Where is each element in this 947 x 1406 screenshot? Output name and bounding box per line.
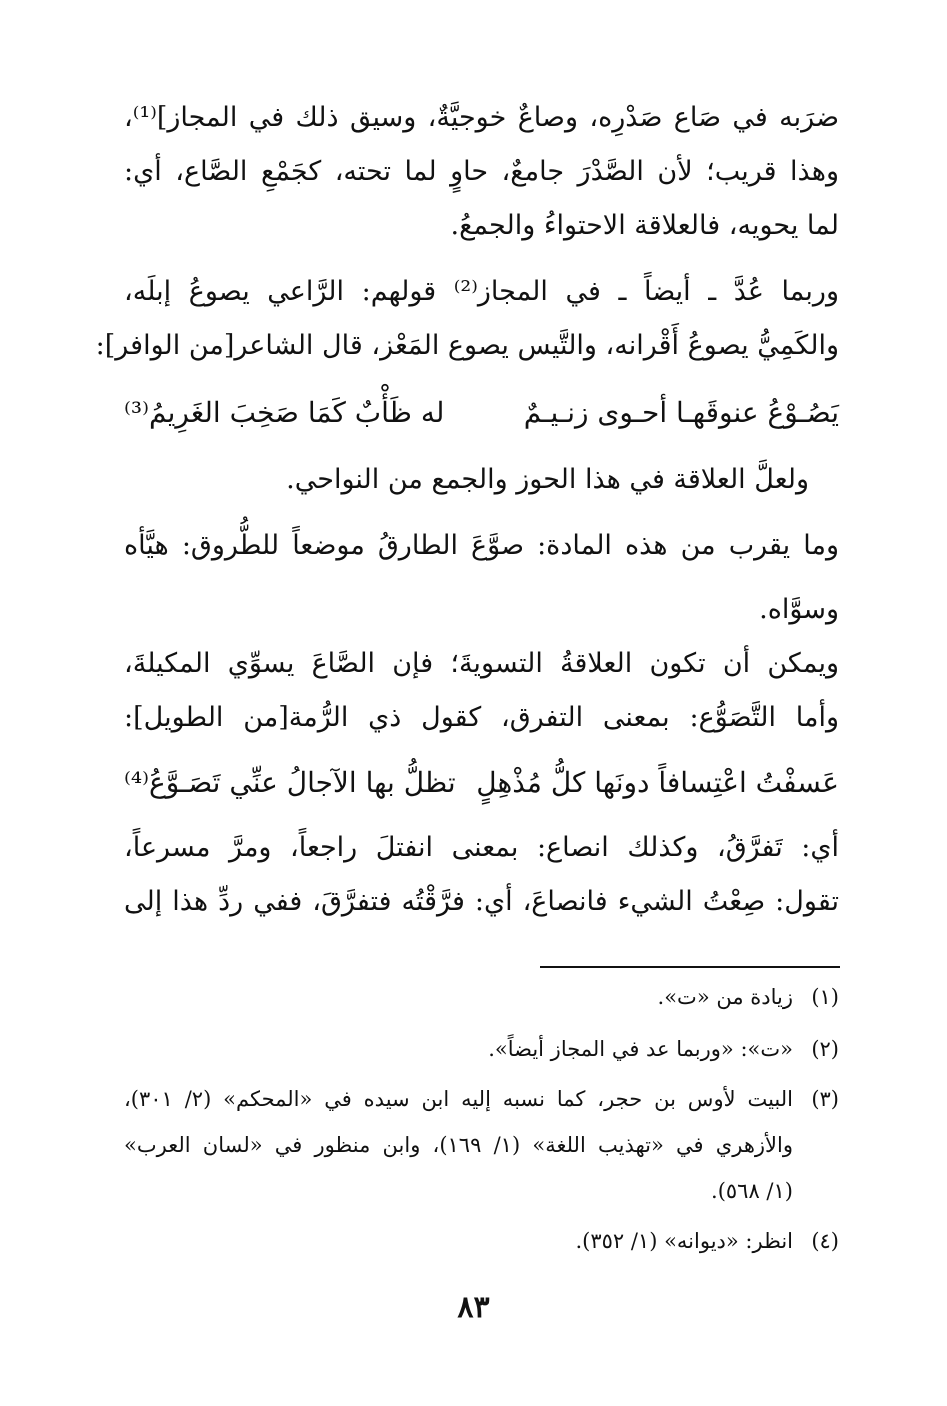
text-line: وأما التَّصَوُّع: بمعنى التفرق، كقول ذي الرُّمة[من الطويل]: (124, 702, 839, 733)
footnote-text: «ت»: «وربما عد في المجاز أيضاً». (488, 1037, 793, 1061)
verse-first-hemistich: يَصُـوْعُ عنوقَهـا أحـوى زنـيـمٌ (523, 396, 839, 429)
text-line: أي: تَفرَّقُ، وكذلك انصاع: بمعنى انفتلَ راجعاً، ومرَّ مسرعاً، (124, 832, 839, 863)
footnote-text: البيت لأوس بن حجر، كما نسبه إليه ابن سيده في «المحكم» (٢/ ٣٠١)، (124, 1087, 793, 1111)
footnote-number: (١) (811, 985, 839, 1009)
footnote-text: (١/ ٥٦٨). (711, 1179, 793, 1203)
footnote-text: والأزهري في «تهذيب اللغة» (١/ ١٦٩)، وابن منظور في «لسان العرب» (124, 1133, 793, 1157)
text-line: لما يحويه، فالعلاقة الاحتواءُ والجمعُ. (450, 210, 839, 241)
footnote-number: (٣) (811, 1087, 839, 1111)
footnote-number: (٢) (811, 1037, 839, 1061)
verse-second-hemistich: له ظَأْبٌ كَمَا صَخِبَ الغَرِيمُ⁽³⁾ (124, 396, 445, 429)
verse-first-hemistich: عَسفْتُ اعْتِسافاً دونَها كلُّ مُذْهِلٍ (476, 766, 839, 799)
footnote-text: زيادة من «ت». (657, 985, 793, 1009)
text-line: وهذا قريب؛ لأن الصَّدْرَ جامعٌ، حاوٍ لما تحته، كجَمْعِ الصَّاع، أي: (124, 156, 839, 187)
text-line: ويمكن أن تكون العلاقةُ التسويةَ؛ فإن الصَّاعَ يسوِّي المكيلةَ، (124, 648, 839, 679)
text-line: وما يقرب من هذه المادة: صوَّعَ الطارقُ موضعاً للطُّروق: هيَّأه (124, 530, 840, 561)
verse-second-hemistich: تظلُّ بها الآجالُ عنِّي تَصَـوَّعُ⁽⁴⁾ (124, 766, 456, 799)
text-line: وربما عُدَّ ـ أيضاً ـ في المجاز⁽²⁾ قولهم: الرَّاعي يصوعُ إبلَه، (124, 276, 839, 307)
text-line: والكَمِيُّ يصوعُ أَقْرانه، والتَّيس يصوع المَعْز، قال الشاعر[من الوافر]: (95, 330, 839, 361)
footnote-number: (٤) (811, 1229, 839, 1253)
footnote-separator (540, 966, 840, 968)
text-line: تقول: صِعْتُ الشيء فانصاعَ، أي: فرَّقْتُه فتفرَّقَ، ففي ردِّ هذا إلى (124, 886, 839, 917)
footnote-text: انظر: «ديوانه» (١/ ٣٥٢). (575, 1229, 793, 1253)
page-number: ٨٣ (457, 1290, 490, 1325)
text-line: ولعلَّ العلاقة في هذا الحوز والجمع من النواحي. (286, 464, 809, 495)
text-line: ضرَبه في صَاع صَدْرِه، وصاعٌ خوجيَّةٌ، وسيق ذلك في المجاز]⁽¹⁾، (124, 102, 839, 133)
text-line: وسوَّاه. (759, 594, 839, 625)
